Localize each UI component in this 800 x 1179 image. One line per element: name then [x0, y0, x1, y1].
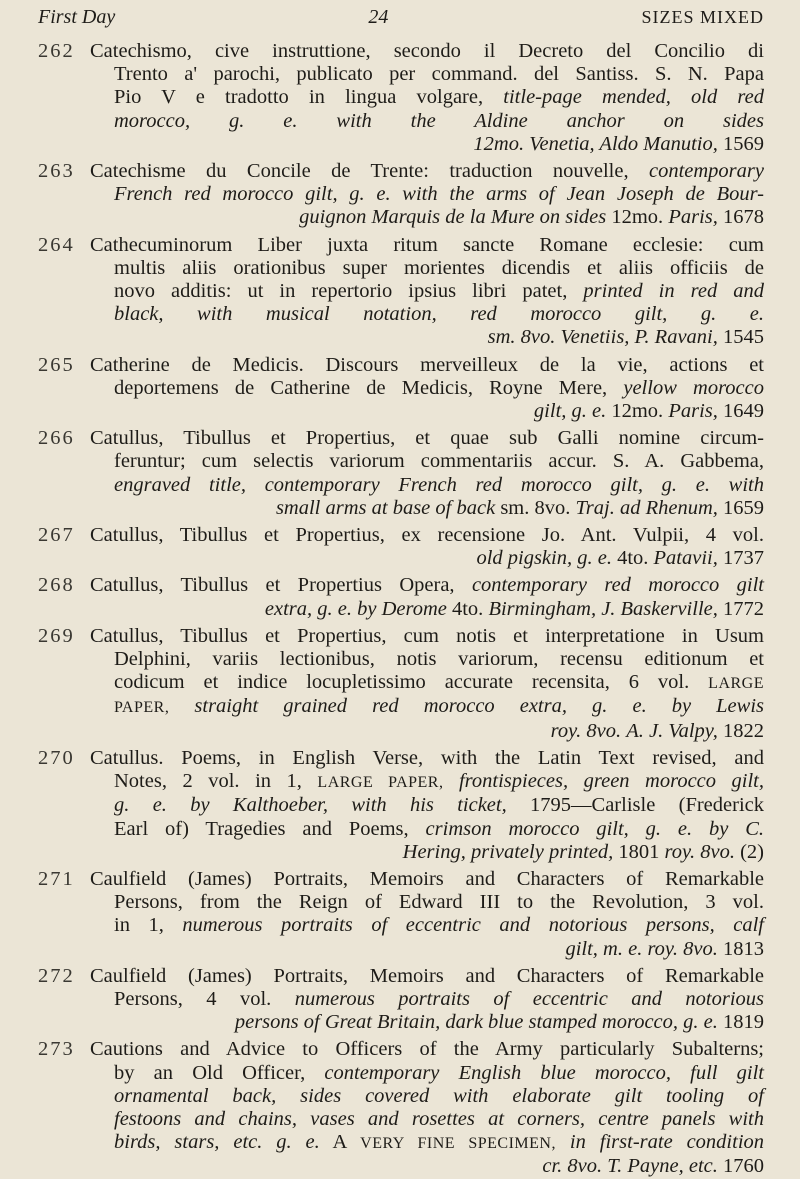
- text-segment: novo additis: ut in repertorio ipsius libri patet,: [114, 280, 584, 303]
- description-line: [90, 326, 764, 349]
- header-section: SIZES MIXED: [641, 7, 764, 27]
- text-segment: Cautions and Advice to Officers of the Army particularly Subalterns;: [90, 1038, 764, 1061]
- text-segment: A. J. Valpy,: [626, 719, 718, 742]
- text-segment: sm. 8vo.: [487, 326, 556, 349]
- description-line: [90, 868, 764, 891]
- description-line: [90, 133, 764, 156]
- catalogue-entry: [38, 747, 764, 864]
- lot-description: [90, 160, 764, 230]
- lot-number: 270: [38, 746, 75, 769]
- description-line: [90, 400, 764, 423]
- lot-description: [90, 625, 764, 743]
- lot-number: 273: [38, 1038, 75, 1061]
- text-segment: festoons and chains, vases and rosettes at corners, centre panels with: [114, 1107, 764, 1130]
- text-segment: [556, 1131, 570, 1153]
- text-segment: yellow morocco: [623, 376, 765, 399]
- text-segment: 1772: [717, 597, 764, 620]
- text-segment: roy. 8vo.: [550, 719, 622, 742]
- running-header: [38, 6, 764, 40]
- description-line: [90, 86, 764, 109]
- description-line: [90, 770, 764, 794]
- description-line: [90, 1131, 764, 1155]
- text-segment: Persons, from the Reign of Edward III to the Revolution, 3 vol.: [114, 891, 764, 914]
- lot-description: [90, 747, 764, 864]
- text-segment: 1649: [717, 400, 764, 423]
- text-segment: ornamental back, sides covered with elaborate gilt tooling of: [114, 1084, 764, 1107]
- text-segment: Catechisme du Concile de Trente: traduction nouvelle,: [90, 160, 649, 183]
- text-segment: Caulfield (James) Portraits, Memoirs and Characters of Remarkable: [90, 867, 764, 890]
- description-line: [90, 747, 764, 770]
- description-line: [90, 988, 764, 1011]
- description-line: [90, 818, 764, 841]
- text-segment: 1801: [613, 840, 665, 863]
- text-segment: numerous portraits of eccentric and notorious persons, calf: [182, 914, 765, 937]
- catalogue-entry: [38, 427, 764, 520]
- lot-number: 265: [38, 353, 75, 376]
- text-segment: A: [319, 1131, 361, 1154]
- description-line: [90, 648, 764, 671]
- lot-description: [90, 427, 764, 520]
- text-segment: 1659: [717, 496, 764, 519]
- text-segment: 4to.: [611, 547, 654, 570]
- text-segment: in first-rate condition: [569, 1131, 765, 1154]
- description-line: [90, 303, 764, 326]
- catalogue-entry: [38, 40, 764, 156]
- text-segment: 1795—Carlisle (Frederick: [506, 794, 764, 817]
- text-segment: printed in red and: [583, 280, 764, 303]
- lot-description: [90, 524, 764, 570]
- text-segment: 1819: [717, 1011, 764, 1034]
- text-segment: multis aliis orationibus super morientes dicendis et aliis officiis de: [114, 256, 764, 279]
- text-segment: 1822: [717, 719, 764, 742]
- text-segment: 1569: [717, 132, 764, 155]
- description-line: [90, 354, 764, 377]
- text-segment: persons of Great Britain, dark blue stamped morocco, g. e.: [234, 1011, 718, 1034]
- description-line: [90, 377, 764, 400]
- text-segment: title-page mended, old red: [503, 86, 764, 109]
- catalogue-entries: [38, 40, 764, 1179]
- lot-description: [90, 1038, 764, 1178]
- description-line: [90, 671, 764, 695]
- catalogue-entry: [38, 965, 764, 1035]
- lot-description: [90, 354, 764, 424]
- text-segment: Catullus, Tibullus et Propertius, cum notis et interpretatione in Usum: [90, 624, 764, 647]
- text-segment: feruntur; cum selectis variorum commentariis accur. S. A. Gabbema,: [114, 450, 764, 473]
- description-line: [90, 914, 764, 937]
- text-segment: 12mo.: [606, 206, 669, 229]
- text-segment: crimson morocco gilt, g. e. by C.: [425, 817, 765, 840]
- description-line: [90, 1108, 764, 1131]
- description-line: [90, 1085, 764, 1108]
- lot-description: [90, 965, 764, 1035]
- text-segment: 1760: [717, 1155, 764, 1178]
- text-segment: by an Old Officer,: [114, 1061, 325, 1084]
- text-segment: Delphini, variis lectionibus, notis variorum, recensu editionum et: [114, 648, 764, 671]
- catalogue-entry: [38, 574, 764, 620]
- text-segment: 1545: [717, 326, 764, 349]
- description-line: [90, 110, 764, 133]
- text-segment: deportemens de Catherine de Medicis, Royne Mere,: [114, 376, 624, 399]
- text-segment: contemporary: [648, 160, 764, 183]
- text-segment: Catullus. Poems, in English Verse, with the Latin Text revised, and: [90, 746, 764, 769]
- lot-number: 262: [38, 40, 75, 62]
- catalogue-entry: [38, 1038, 764, 1178]
- description-line: [90, 574, 764, 597]
- catalogue-entry: [38, 234, 764, 350]
- text-segment: VERY FINE SPECIMEN,: [360, 1135, 556, 1153]
- description-line: [90, 280, 764, 303]
- text-segment: 12mo.: [606, 400, 669, 423]
- lot-number: 271: [38, 867, 75, 890]
- text-segment: g. e. by Kalthoeber, with his ticket,: [114, 794, 507, 817]
- text-segment: French red morocco gilt, g. e. with the arms of Jean Joseph de Bour-: [114, 183, 764, 206]
- text-segment: black, with musical notation, red morocco gilt, g. e.: [114, 303, 764, 326]
- description-line: [90, 63, 764, 86]
- lot-description: [90, 234, 764, 350]
- text-segment: LARGE: [708, 675, 764, 693]
- description-line: [90, 1155, 764, 1178]
- catalogue-entry: [38, 524, 764, 570]
- description-line: [90, 427, 764, 450]
- description-line: [90, 524, 764, 547]
- lot-description: [90, 574, 764, 620]
- description-line: [90, 598, 764, 621]
- text-segment: Persons, 4 vol.: [114, 987, 295, 1010]
- text-segment: Venetiis, P. Ravani,: [560, 326, 718, 349]
- text-segment: birds, stars, etc. g. e.: [114, 1131, 320, 1154]
- text-segment: sm. 8vo.: [495, 496, 576, 519]
- text-segment: gilt, g. e.: [533, 400, 607, 423]
- header-day: First Day: [38, 6, 116, 28]
- text-segment: [443, 770, 459, 792]
- text-segment: Birmingham, J. Baskerville,: [488, 597, 718, 620]
- text-segment: contemporary red morocco gilt: [471, 574, 765, 597]
- text-segment: 4to.: [446, 597, 489, 620]
- description-line: [90, 794, 764, 817]
- lot-number: 269: [38, 624, 75, 647]
- description-line: [90, 938, 764, 961]
- text-segment: roy. 8vo.: [664, 840, 735, 863]
- text-segment: numerous portraits of eccentric and notorious: [294, 987, 764, 1010]
- description-line: [90, 206, 764, 229]
- catalogue-entry: [38, 160, 764, 230]
- description-line: [90, 547, 764, 570]
- text-segment: guignon Marquis de la Mure on sides: [299, 206, 607, 229]
- text-segment: Traj. ad Rhenum,: [575, 496, 718, 519]
- text-segment: LARGE PAPER,: [317, 774, 444, 792]
- description-line: [90, 720, 764, 743]
- lot-number: 268: [38, 574, 75, 597]
- description-line: [90, 1038, 764, 1061]
- description-line: [90, 234, 764, 257]
- text-segment: 1678: [717, 206, 764, 229]
- text-segment: 1737: [717, 547, 764, 570]
- text-segment: Catherine de Medicis. Discours merveilleux de la vie, actions et: [90, 353, 764, 376]
- lot-number: 267: [38, 524, 75, 547]
- description-line: [90, 841, 764, 864]
- description-line: [90, 497, 764, 520]
- description-line: [90, 1062, 764, 1085]
- text-segment: Paris,: [668, 400, 718, 423]
- text-segment: Patavii,: [653, 547, 718, 570]
- lot-number: 272: [38, 964, 75, 987]
- text-segment: old pigskin, g. e.: [476, 547, 612, 570]
- text-segment: Catechismo, cive instruttione, secondo il Decreto del Concilio di: [90, 40, 764, 62]
- text-segment: extra, g. e. by Derome: [264, 597, 447, 620]
- page-number: 24: [368, 6, 389, 28]
- text-segment: Catullus, Tibullus et Propertius, et quae sub Galli nomine circum-: [90, 427, 764, 450]
- description-line: [90, 183, 764, 206]
- description-line: [90, 474, 764, 497]
- description-line: [90, 965, 764, 988]
- catalogue-entry: [38, 354, 764, 424]
- catalogue-entry: [38, 868, 764, 961]
- description-line: [90, 695, 764, 719]
- text-segment: contemporary English blue morocco, full gilt: [324, 1061, 764, 1084]
- text-segment: Notes, 2 vol. in 1,: [114, 770, 318, 793]
- text-segment: small arms at base of back: [275, 496, 496, 519]
- text-segment: Cathecuminorum Liber juxta ritum sancte Romane ecclesie: cum: [90, 233, 764, 256]
- text-segment: in 1,: [114, 914, 183, 937]
- lot-number: 266: [38, 427, 75, 450]
- text-segment: engraved title, contemporary French red morocco gilt, g. e. with: [114, 473, 764, 496]
- lot-number: 264: [38, 233, 75, 256]
- text-segment: Caulfield (James) Portraits, Memoirs and Characters of Remarkable: [90, 964, 764, 987]
- text-segment: roy. 8vo.: [647, 937, 718, 960]
- text-segment: Trento a' parochi, publicato per command. del Santiss. S. N. Papa: [114, 63, 764, 86]
- text-segment: Venetia, Aldo Manutio,: [529, 132, 718, 155]
- text-segment: 1813: [717, 937, 764, 960]
- description-line: [90, 625, 764, 648]
- text-segment: frontispieces, green morocco gilt,: [458, 770, 764, 793]
- text-segment: T. Payne, etc.: [607, 1155, 718, 1178]
- description-line: [90, 257, 764, 280]
- lot-description: [90, 40, 764, 156]
- text-segment: cr. 8vo.: [542, 1155, 603, 1178]
- text-segment: codicum et indice locupletissimo accurate recensita, 6 vol.: [114, 671, 709, 694]
- text-segment: (2): [734, 840, 764, 863]
- lot-description: [90, 868, 764, 961]
- text-segment: Catullus, Tibullus et Propertius Opera,: [90, 574, 472, 597]
- text-segment: Earl of) Tragedies and Poems,: [114, 817, 426, 840]
- text-segment: 12mo.: [473, 132, 525, 155]
- catalogue-entry: [38, 625, 764, 743]
- lot-number: 263: [38, 160, 75, 183]
- text-segment: [169, 695, 194, 717]
- text-segment: Catullus, Tibullus et Propertius, ex recensione Jo. Ant. Vulpii, 4 vol.: [90, 524, 764, 547]
- text-segment: morocco, g. e. with the Aldine anchor on sides: [114, 109, 764, 132]
- text-segment: Pio V e tradotto in lingua volgare,: [114, 86, 504, 109]
- text-segment: PAPER,: [114, 699, 170, 717]
- description-line: [90, 891, 764, 914]
- text-segment: Paris,: [668, 206, 718, 229]
- description-line: [90, 160, 764, 183]
- description-line: [90, 450, 764, 473]
- description-line: [90, 1011, 764, 1034]
- description-line: [90, 40, 764, 63]
- text-segment: gilt, m. e.: [565, 937, 643, 960]
- text-segment: straight grained red morocco extra, g. e. by Lewis: [194, 695, 765, 718]
- text-segment: Hering, privately printed,: [402, 840, 614, 863]
